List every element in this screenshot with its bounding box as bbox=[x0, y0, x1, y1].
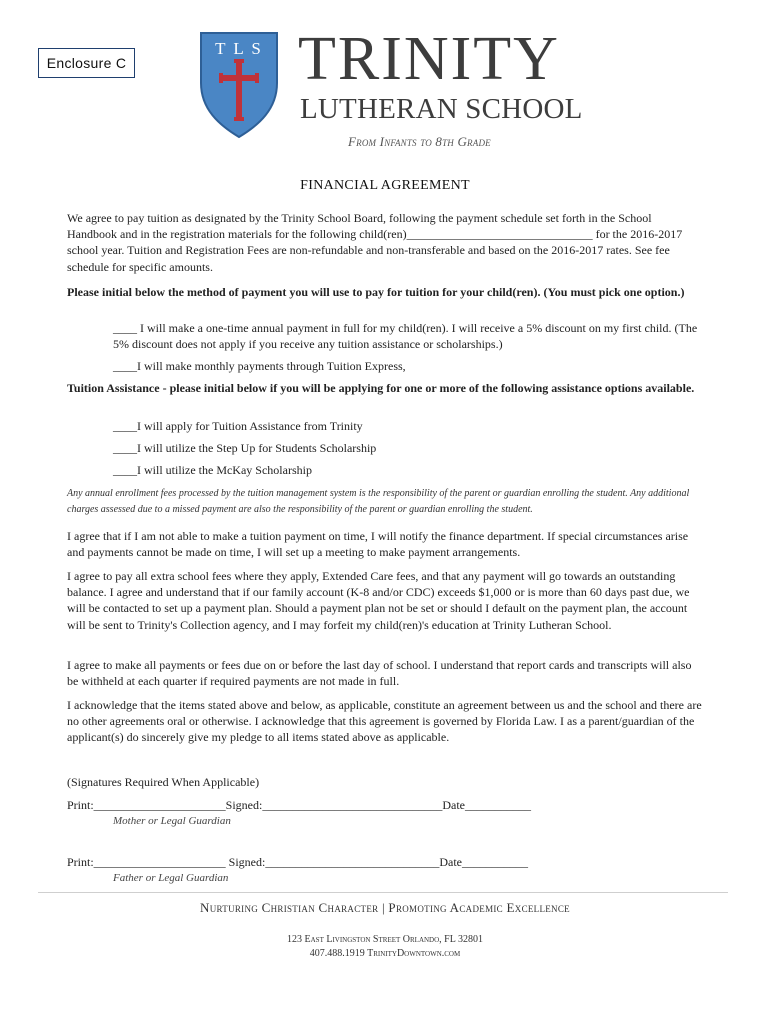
signature-line-father[interactable]: Print:______________________ Signed:_____________________________Date___________ bbox=[67, 855, 528, 869]
school-tagline: From Infants to 8th Grade bbox=[348, 134, 491, 149]
payment-method-heading: Please initial below the method of payment you will use to pay for tuition for your child(ren). (You must pick one option.) bbox=[67, 285, 685, 299]
footer-divider bbox=[38, 892, 728, 893]
agreement-acknowledgement: I acknowledge that the items stated above and below, as applicable, constitute an agreement between us and the school and there are no other agreements oral or otherwise. I acknowledge that this agreement is governed by Florida Law. I as a parent/guardian of the applicant(s) do sincerely give my pledge to all items stated above as applicable. bbox=[67, 698, 702, 745]
signature-line-mother[interactable]: Print:______________________Signed:______________________________Date___________ bbox=[67, 798, 531, 812]
school-shield-logo bbox=[197, 27, 281, 139]
tuition-assistance-heading: Tuition Assistance - please initial below if you will be applying for one or more of the following assistance options available. bbox=[67, 381, 695, 395]
signatures-heading: (Signatures Required When Applicable) bbox=[67, 775, 260, 789]
enrollment-fee-note: Any annual enrollment fees processed by the tuition management system is the responsibility of the parent or guardian enrolling the student. Any additional charges assessed due to a missed payment are also the responsibility of the parent or guardian enrolling the student. bbox=[67, 488, 690, 515]
payment-option-annual: ____ I will make a one-time annual payment in full for my child(ren). I will receive a 5% discount on my first child. (The 5% discount does not apply if you receive any tuition assistance or scholarships.) bbox=[113, 321, 698, 351]
signature-role-father: Father or Legal Guardian bbox=[113, 872, 229, 884]
footer-address: 123 East Livingston Street Orlando, FL 32801 bbox=[287, 934, 483, 945]
school-subname: LUTHERAN SCHOOL bbox=[300, 93, 583, 125]
shield-letters: T L S bbox=[215, 39, 263, 58]
document-title: FINANCIAL AGREEMENT bbox=[300, 178, 470, 193]
intro-paragraph: We agree to pay tuition as designated by the Trinity School Board, following the payment schedule set forth in the School Handbook and in the registration materials for the following child(ren)_______________________________ for the 2016-2017 school year. Tuition and Registration Fees are non-refundable and non-transferable and based on the 2016-2017 rates. See fee schedule for specific amounts. bbox=[67, 211, 683, 274]
agreement-late-payment: I agree that if I am not able to make a tuition payment on time, I will notify the finance department. If special circumstances arise and payments cannot be made on time, I will set up a meeting to make payment arrangements. bbox=[67, 529, 689, 560]
assistance-option-mckay: ____I will utilize the McKay Scholarship bbox=[113, 463, 312, 477]
agreement-extra-fees: I agree to pay all extra school fees where they apply, Extended Care fees, and that any payment will go towards an outstanding balance. I agree and understand that if our family account (K-8 and/or CDC) exceeds $1,000 or is more than 60 days past due, we will be contacted to set up a payment plan. Should a payment plan not be set or should I default on the payment plan, the account will be sent to Trinity's Collection agency, and I may forfeit my child(ren)'s education at Trinity Lutheran School. bbox=[67, 569, 690, 632]
school-name: TRINITY bbox=[298, 25, 560, 93]
enclosure-label: Enclosure C bbox=[38, 48, 135, 78]
signature-role-mother: Mother or Legal Guardian bbox=[113, 815, 231, 827]
footer-motto: Nurturing Christian Character | Promoting Academic Excellence bbox=[200, 900, 570, 915]
assistance-option-trinity: ____I will apply for Tuition Assistance from Trinity bbox=[113, 419, 363, 433]
agreement-last-day: I agree to make all payments or fees due on or before the last day of school. I understand that report cards and transcripts will also be withheld at each quarter if required payments are not made in full. bbox=[67, 658, 692, 689]
assistance-option-step-up: ____I will utilize the Step Up for Students Scholarship bbox=[113, 441, 377, 455]
payment-option-monthly: ____I will make monthly payments through Tuition Express, bbox=[113, 359, 406, 373]
footer-contact: 407.488.1919 TrinityDowntown.com bbox=[309, 948, 461, 959]
